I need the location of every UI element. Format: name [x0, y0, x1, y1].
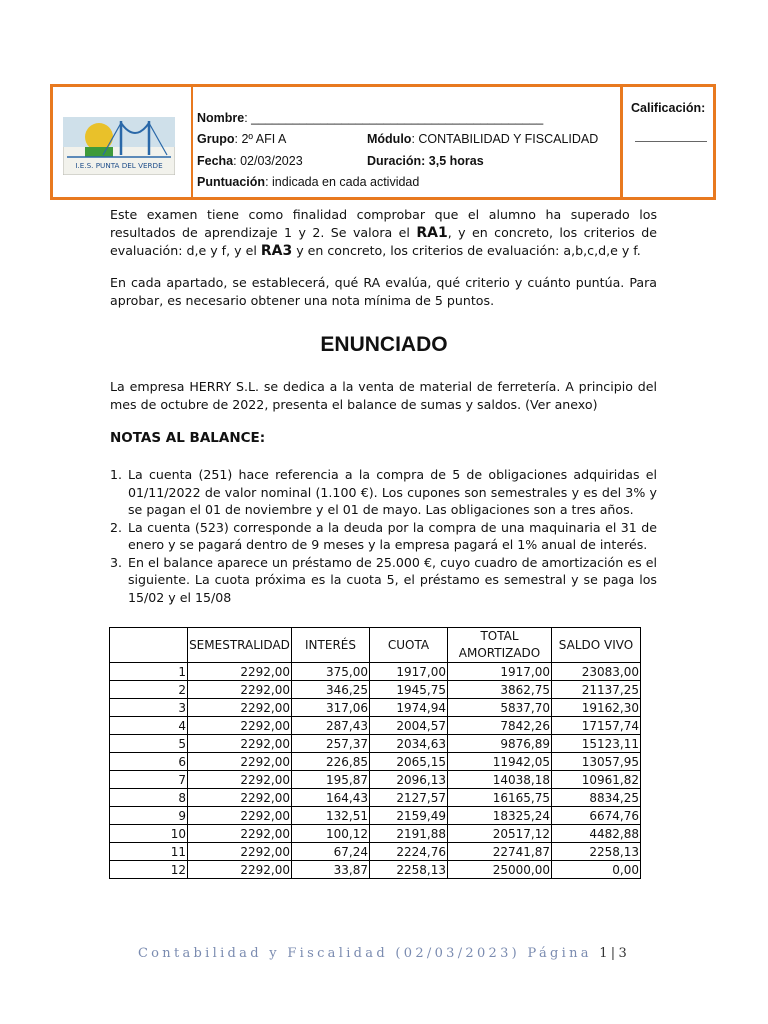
table-cell: 2292,00: [188, 843, 292, 861]
school-logo: [63, 117, 175, 175]
table-cell: 33,87: [292, 861, 370, 879]
table-cell: 20517,12: [448, 825, 552, 843]
table-cell: 14038,18: [448, 771, 552, 789]
table-cell: 375,00: [292, 663, 370, 681]
col-header: SALDO VIVO: [552, 628, 641, 663]
calificacion-label: Calificación:: [631, 101, 706, 115]
nombre-row: Nombre : __________________________________________: [197, 110, 544, 125]
table-cell: 2292,00: [188, 699, 292, 717]
col-header: SEMESTRALIDAD: [188, 628, 292, 663]
table-row: [110, 699, 641, 717]
table-cell: 1: [110, 663, 188, 681]
table-cell: 2258,13: [370, 861, 448, 879]
table-cell: 23083,00: [552, 663, 641, 681]
table-cell: 2292,00: [188, 753, 292, 771]
table-cell: 2258,13: [552, 843, 641, 861]
col-header: INTERÉS: [292, 628, 370, 663]
table-cell: 2292,00: [188, 717, 292, 735]
duracion: Duración: 3,5 horas: [367, 153, 484, 168]
table-cell: 346,25: [292, 681, 370, 699]
table-row: [110, 861, 641, 879]
nombre-field[interactable]: : __________________________________________: [244, 110, 544, 125]
col-header: CUOTA: [370, 628, 448, 663]
table-cell: 10: [110, 825, 188, 843]
table-cell: 1917,00: [370, 663, 448, 681]
table-row: [110, 807, 641, 825]
table-cell: 9: [110, 807, 188, 825]
grupo-row: Grupo : 2º AFI A Módulo: CONTABILIDAD Y FISCALIDAD: [197, 132, 599, 147]
table-cell: 226,85: [292, 753, 370, 771]
table-cell: 2292,00: [188, 735, 292, 753]
table-row: [110, 771, 641, 789]
col-header: TOTAL AMORTIZADO: [448, 628, 552, 663]
table-cell: 2096,13: [370, 771, 448, 789]
table-row: [110, 717, 641, 735]
table-cell: 4: [110, 717, 188, 735]
table-cell: 12: [110, 861, 188, 879]
table-cell: 2224,76: [370, 843, 448, 861]
table-row: [110, 735, 641, 753]
table-cell: 8834,25: [552, 789, 641, 807]
table-cell: 2292,00: [188, 771, 292, 789]
table-cell: 2292,00: [188, 861, 292, 879]
table-cell: 5837,70: [448, 699, 552, 717]
table-cell: 3: [110, 699, 188, 717]
exam-header: [50, 84, 716, 200]
table-cell: 2292,00: [188, 663, 292, 681]
intro-paragraph-1: Este examen tiene como finalidad comprobar que el alumno ha superado los resultados de aprendizaje 1 y 2. Se valora el RA1, y en concreto, los criterios de evaluación: d,e y f, y el RA3 y en concreto, los criterios de evaluación: a,b,c,d,e y f.: [110, 207, 657, 259]
notas-title: NOTAS AL BALANCE:: [110, 430, 266, 446]
list-item: 1. La cuenta (251) hace referencia a la compra de 5 de obligaciones adquiridas el 01/11/2022 de valor nominal (1.100 €). Los cupones son semestrales y es del 3% y se pagan el 01 de noviembre y el 01 de mayo. Las obligaciones son a tres años.: [110, 467, 657, 517]
table-cell: 4482,88: [552, 825, 641, 843]
table-cell: 3862,75: [448, 681, 552, 699]
table-cell: 11942,05: [448, 753, 552, 771]
table-cell: 9876,89: [448, 735, 552, 753]
table-cell: 11: [110, 843, 188, 861]
table-cell: 1974,94: [370, 699, 448, 717]
puntuacion-row: Puntuación : indicada en cada actividad: [197, 175, 420, 190]
table-row: [110, 663, 641, 681]
intro-paragraph-2: En cada apartado, se establecerá, qué RA evalúa, qué criterio y cuánto puntúa. Para aprobar, es necesario obtener una nota mínima de 5 puntos.: [110, 275, 657, 308]
table-cell: 25000,00: [448, 861, 552, 879]
col-header: [110, 628, 188, 663]
table-cell: 17157,74: [552, 717, 641, 735]
grade-cell: [623, 87, 713, 197]
table-cell: 317,06: [292, 699, 370, 717]
table-row: [110, 753, 641, 771]
table-cell: 8: [110, 789, 188, 807]
table-row: [110, 825, 641, 843]
table-cell: 2: [110, 681, 188, 699]
table-cell: 7842,26: [448, 717, 552, 735]
table-cell: 13057,95: [552, 753, 641, 771]
table-cell: 2292,00: [188, 681, 292, 699]
svg-text:I.E.S. PUNTA DEL VERDE: I.E.S. PUNTA DEL VERDE: [75, 161, 163, 170]
table-cell: 2065,15: [370, 753, 448, 771]
table-cell: 10961,82: [552, 771, 641, 789]
logo-cell: [53, 87, 193, 197]
table-cell: 1945,75: [370, 681, 448, 699]
table-row: [110, 789, 641, 807]
fecha-row: Fecha : 02/03/2023 Duración: 3,5 horas: [197, 153, 484, 168]
table-cell: 2004,57: [370, 717, 448, 735]
amortization-table: [109, 627, 641, 879]
table-cell: 19162,30: [552, 699, 641, 717]
student-info: [193, 87, 623, 197]
table-cell: 2292,00: [188, 789, 292, 807]
page-title: ENUNCIADO: [320, 333, 448, 356]
table-cell: 5: [110, 735, 188, 753]
enunciado-paragraph: La empresa HERRY S.L. se dedica a la venta de material de ferretería. A principio del mes de octubre de 2022, presenta el balance de sumas y saldos. (Ver anexo): [110, 379, 657, 412]
page-footer: Contabilidad y Fiscalidad (02/03/2023) Página 1|3: [137, 946, 631, 961]
grade-field[interactable]: [635, 129, 707, 142]
table-cell: 257,37: [292, 735, 370, 753]
table-cell: 2034,63: [370, 735, 448, 753]
table-cell: 2292,00: [188, 807, 292, 825]
table-cell: 21137,25: [552, 681, 641, 699]
table-cell: 6674,76: [552, 807, 641, 825]
table-cell: 287,43: [292, 717, 370, 735]
table-cell: 195,87: [292, 771, 370, 789]
table-cell: 164,43: [292, 789, 370, 807]
table-cell: 7: [110, 771, 188, 789]
table-cell: 67,24: [292, 843, 370, 861]
table-cell: 22741,87: [448, 843, 552, 861]
table-cell: 132,51: [292, 807, 370, 825]
table-cell: 1917,00: [448, 663, 552, 681]
table-row: [110, 681, 641, 699]
table-cell: 100,12: [292, 825, 370, 843]
table-header-row: [110, 628, 641, 663]
table-cell: 18325,24: [448, 807, 552, 825]
page-number: 1|3: [599, 946, 631, 961]
table-cell: 2127,57: [370, 789, 448, 807]
table-cell: 15123,11: [552, 735, 641, 753]
table-cell: 2191,88: [370, 825, 448, 843]
list-item: 2. La cuenta (523) corresponde a la deuda por la compra de una maquinaria el 31 de enero y se pagará dentro de 9 meses y la empresa pagará el 1% anual de interés.: [110, 519, 657, 552]
table-cell: 0,00: [552, 861, 641, 879]
table-row: [110, 843, 641, 861]
notas-list: [110, 466, 657, 606]
table-cell: 2159,49: [370, 807, 448, 825]
list-item: 3. En el balance aparece un préstamo de 25.000 €, cuyo cuadro de amortización es el siguiente. La cuota próxima es la cuota 5, el préstamo es semestral y se paga los 15/02 y el 15/08: [110, 554, 657, 605]
table-cell: 16165,75: [448, 789, 552, 807]
table-cell: 6: [110, 753, 188, 771]
table-cell: 2292,00: [188, 825, 292, 843]
